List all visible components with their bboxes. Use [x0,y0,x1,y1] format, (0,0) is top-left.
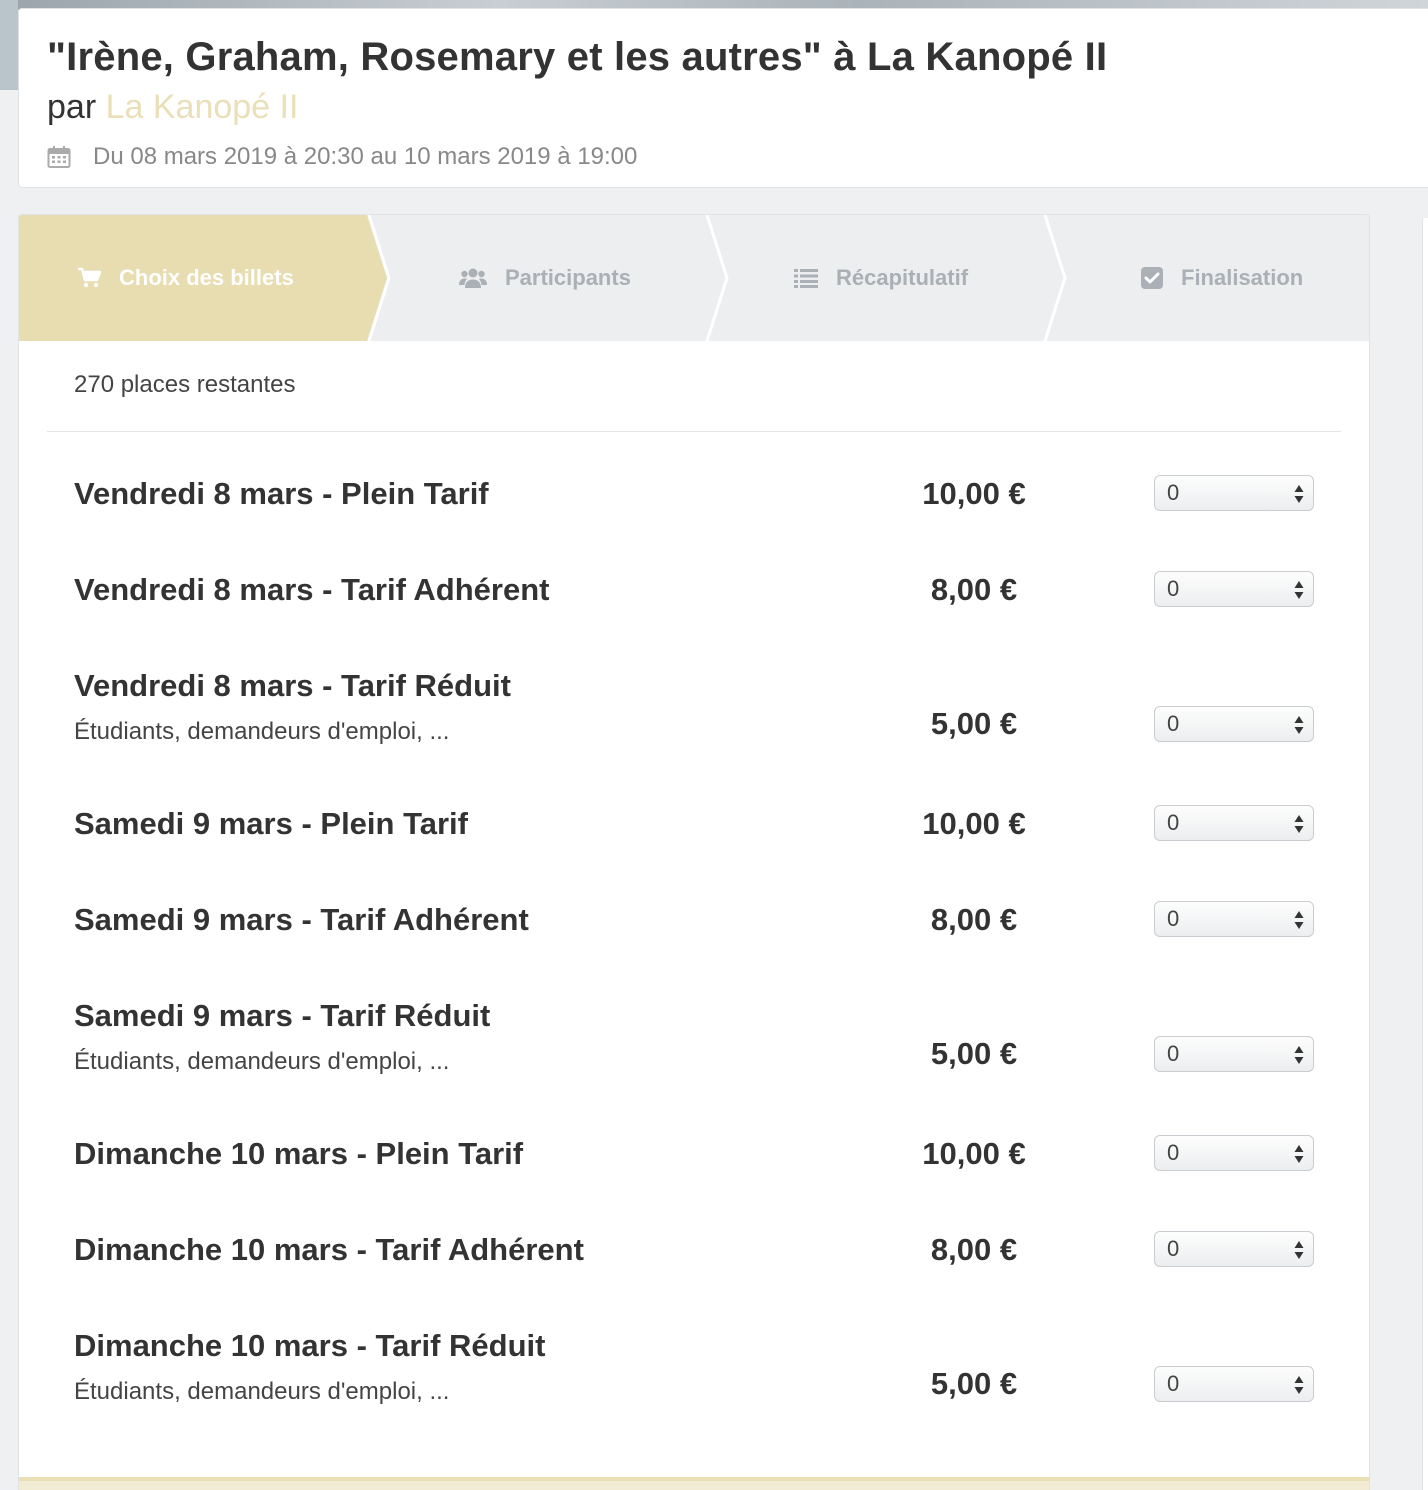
ticket-name: Dimanche 10 mars - Tarif Réduit [74,1328,546,1363]
step-label: Choix des billets [119,265,294,290]
quantity-value: 0 [1167,906,1180,931]
ticket-name: Samedi 9 mars - Plein Tarif [74,806,468,841]
ticket-description: Étudiants, demandeurs d'emploi, ... [74,718,450,745]
organizer-link[interactable]: La Kanopé II [105,88,299,126]
ticket-price: 8,00 € [930,902,1018,937]
footer-bar [19,1477,1370,1490]
event-header [18,8,1428,188]
calendar-icon [47,145,71,169]
ticket-description: Étudiants, demandeurs d'emploi, ... [74,1048,450,1075]
quantity-select[interactable] [1154,805,1314,841]
ticket-price: 8,00 € [930,572,1018,607]
background-left [0,0,18,90]
select-arrows-icon [1293,1142,1305,1166]
ticket-price: 5,00 € [930,706,1018,741]
quantity-value: 0 [1167,1041,1180,1066]
event-title: "Irène, Graham, Rosemary et les autres" à La Kanopé II [47,35,1108,79]
select-arrows-icon [1293,1238,1305,1262]
quantity-select[interactable] [1154,901,1314,937]
ticket-name: Dimanche 10 mars - Tarif Adhérent [74,1232,584,1267]
ticket-price: 5,00 € [930,1036,1018,1071]
by-prefix: par [47,88,97,126]
event-dates-line [47,143,1409,171]
step-recapitulatif[interactable] [794,215,968,341]
organizer-line [47,85,1409,129]
check-square-icon [1141,267,1163,289]
quantity-select[interactable] [1154,1231,1314,1267]
cart-icon [77,267,101,289]
step-label: Récapitulatif [836,265,969,290]
ticket-name: Vendredi 8 mars - Tarif Adhérent [74,572,550,607]
ticket-name: Vendredi 8 mars - Plein Tarif [74,476,489,511]
step-finalisation[interactable] [1141,215,1303,341]
steps-bar [19,215,1369,341]
quantity-value: 0 [1167,1236,1180,1261]
ticket-price: 10,00 € [922,476,1026,511]
select-arrows-icon [1293,1043,1305,1067]
ticket-price: 5,00 € [930,1366,1018,1401]
select-arrows-icon [1293,812,1305,836]
quantity-select[interactable] [1154,706,1314,742]
select-arrows-icon [1293,578,1305,602]
quantity-select[interactable] [1154,1036,1314,1072]
ticket-name: Samedi 9 mars - Tarif Adhérent [74,902,529,937]
quantity-select[interactable] [1154,1366,1314,1402]
ticket-name: Dimanche 10 mars - Plein Tarif [74,1136,524,1171]
divider [47,431,1341,432]
list-icon [794,268,818,288]
ticket-price: 8,00 € [930,1232,1018,1267]
booking-panel [18,214,1370,1490]
step-choix-des-billets[interactable] [77,215,294,341]
quantity-select[interactable] [1154,571,1314,607]
step-label: Participants [505,265,631,290]
quantity-select[interactable] [1154,475,1314,511]
quantity-value: 0 [1167,711,1180,736]
ticket-description: Étudiants, demandeurs d'emploi, ... [74,1378,450,1405]
users-icon [459,267,487,289]
select-arrows-icon [1293,482,1305,506]
ticket-price: 10,00 € [922,806,1026,841]
quantity-value: 0 [1167,810,1180,835]
ticket-name: Vendredi 8 mars - Tarif Réduit [74,668,511,703]
remaining-places: 270 places restantes [74,371,296,398]
select-arrows-icon [1293,908,1305,932]
ticket-name: Samedi 9 mars - Tarif Réduit [74,998,491,1033]
quantity-select[interactable] [1154,1135,1314,1171]
quantity-value: 0 [1167,576,1180,601]
ticket-price: 10,00 € [922,1136,1026,1171]
quantity-value: 0 [1167,1140,1180,1165]
event-dates: Du 08 mars 2019 à 20:30 au 10 mars 2019 à 19:00 [93,143,638,170]
step-participants[interactable] [459,215,631,341]
quantity-value: 0 [1167,1371,1180,1396]
sidebar-stub [1422,218,1428,1490]
select-arrows-icon [1293,713,1305,737]
step-label: Finalisation [1181,265,1304,290]
select-arrows-icon [1293,1373,1305,1397]
quantity-value: 0 [1167,480,1180,505]
